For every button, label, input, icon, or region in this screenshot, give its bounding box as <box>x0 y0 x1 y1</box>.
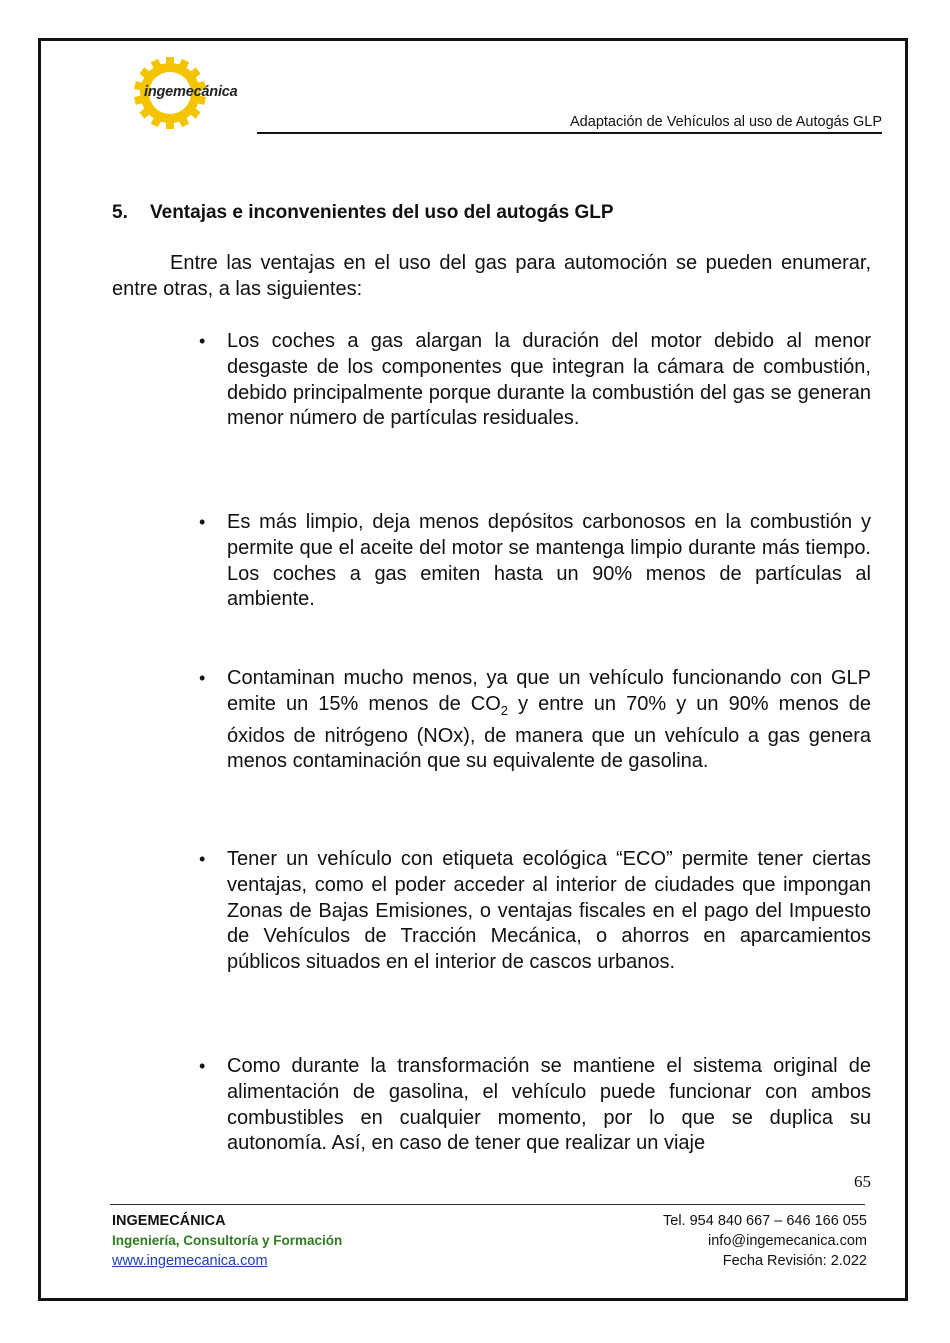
footer-contact-block <box>663 1211 867 1271</box>
bullet-icon: • <box>199 512 206 532</box>
list-item <box>199 847 871 976</box>
header-divider <box>257 132 882 134</box>
bullet-icon: • <box>199 1056 206 1076</box>
footer-divider <box>110 1204 865 1205</box>
bullet-icon: • <box>199 849 206 869</box>
list-item-text: Como durante la transformación se mantiene el sistema original de alimentación de gasolina, el vehículo puede funcionar con ambos combustibles en cualquier momento, por lo que se duplica su autonomía. Así, en caso de tener que realizar un viaje <box>227 1055 871 1155</box>
footer-email: info@ingemecanica.com <box>708 1233 867 1249</box>
section-title-text: Ventajas e inconvenientes del uso del autogás GLP <box>150 202 614 223</box>
footer-company-block <box>112 1211 342 1271</box>
list-item-text: Es más limpio, deja menos depósitos carbonosos en la combustión y permite que el aceite del motor se mantenga limpio durante más tiempo. Los coches a gas emiten hasta un 90% menos de partículas al ambiente. <box>227 511 871 611</box>
text-fragment: y entre un 70% y un 90% menos de óxidos de nitrógeno (NOx), de manera que un vehículo a gas genera menos contaminación que su equivalente de gasolina. <box>227 692 871 773</box>
text-fragment: Contaminan mucho menos, ya que un vehículo funcionando con GLP emite un 15% menos de CO <box>227 667 871 715</box>
list-item-text: Los coches a gas alargan la duración del motor debido al menor desgaste de los componentes que integran la cámara de combustión, debido principalmente porque durante la combustión del gas se generan menor número de partículas residuales. <box>227 330 871 430</box>
list-item-text: Tener un vehículo con etiqueta ecológica “ECO” permite tener ciertas ventajas, como el poder acceder al interior de ciudades que impongan Zonas de Bajas Emisiones, o ventajas fiscales en el pago del Impuesto de Vehículos de Tracción Mecánica, o ahorros en aparcamientos públicos situados en el interior de cascos urbanos. <box>227 848 871 974</box>
subscript: 2 <box>500 702 509 718</box>
document-title: Adaptación de Vehículos al uso de Autogás GLP <box>570 114 882 130</box>
list-item <box>199 666 871 775</box>
page-number: 65 <box>854 1172 871 1191</box>
company-logo <box>130 56 260 130</box>
bullet-icon: • <box>199 331 206 351</box>
list-item <box>199 329 871 432</box>
footer-phone: Tel. 954 840 667 – 646 166 055 <box>663 1213 867 1229</box>
section-number: 5. <box>112 202 128 223</box>
list-item <box>199 510 871 613</box>
bullet-icon: • <box>199 668 206 688</box>
website-link[interactable]: www.ingemecanica.com <box>112 1253 268 1269</box>
intro-paragraph: Entre las ventajas en el uso del gas para automoción se pueden enumerar, entre otras, a las siguientes: <box>112 252 871 300</box>
logo-wordmark: ingemecánica <box>144 84 238 100</box>
footer-revision: Fecha Revisión: 2.022 <box>722 1253 867 1269</box>
footer-company-name: INGEMECÁNICA <box>112 1213 226 1229</box>
section-heading <box>112 202 614 224</box>
list-item-text <box>227 667 871 772</box>
list-item <box>199 1054 871 1157</box>
footer-tagline: Ingeniería, Consultoría y Formación <box>112 1233 343 1248</box>
